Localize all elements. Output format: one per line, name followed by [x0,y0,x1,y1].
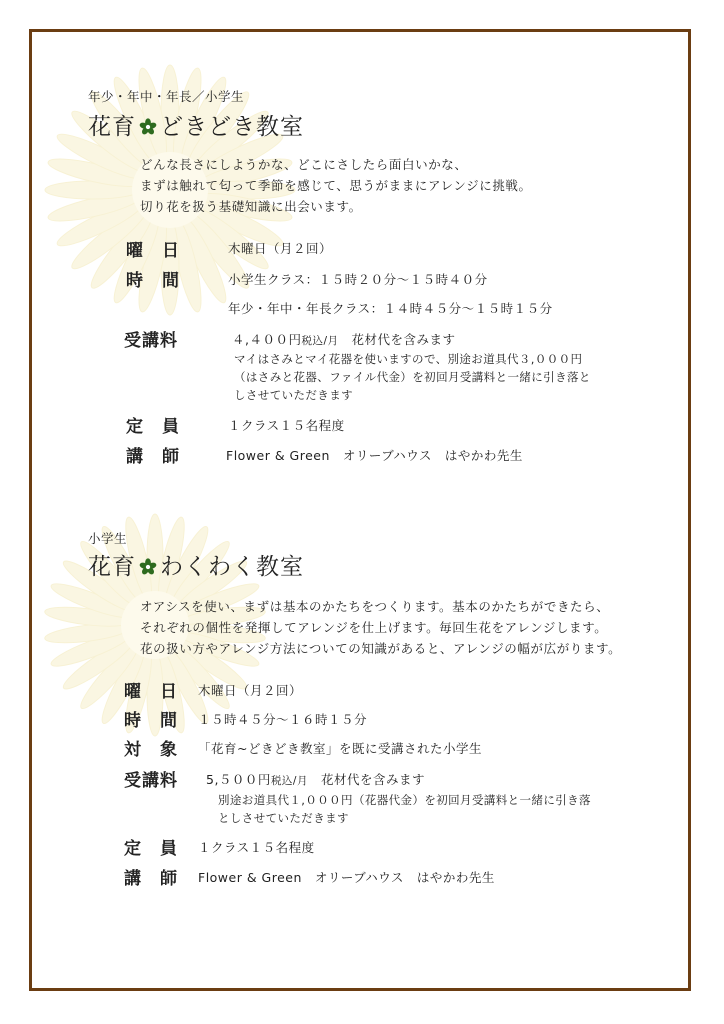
fee-note: 花材代を含みます [351,332,456,347]
intro-line: 花の扱い方やアレンジ方法についての知識があると、アレンジの幅が広がります。 [140,641,622,656]
capacity-label: 定 員 [126,417,180,437]
time-value: １５時４５分～１６時１５分 [198,712,368,727]
title-main: どきどき教室 [160,114,304,140]
fee-value [206,770,425,788]
target-value: 「花育~どきどき教室」を既に受講された小学生 [198,741,482,756]
capacity-value: １クラス１５名程度 [228,418,345,433]
time-value-secondary: 年少・年中・年長クラス：１４時４５分～１５時１５分 [228,301,553,316]
intro-line: どんな長さにしようかな、どこにさしたら面白いかな、 [140,157,468,172]
fee-note: 花材代を含みます [321,772,426,787]
teacher-label: 講 師 [126,447,180,467]
teacher-value: Flower & Green オリーブハウス はやかわ先生 [198,870,495,885]
title-main: わくわく教室 [160,554,304,580]
day-value: 木曜日（月２回） [228,241,333,256]
section-title [88,108,304,142]
fee-detail-line: 別途お道具代１,０００円（花器代金）を初回月受講料と一緒に引き落 [218,793,591,807]
capacity-value: １クラス１５名程度 [198,840,315,855]
fee-detail-line: （はさみと花器、ファイル代金）を初回月受講料と一緒に引き落と [234,370,591,384]
time-label: 時 間 [124,711,178,731]
teacher-label: 講 師 [124,869,178,889]
fee-detail-line: としさせていただきます [218,811,349,825]
fee-unit: 税込/月 [301,335,339,347]
day-label: 曜 日 [124,682,178,702]
grade-label: 年少・年中・年長／小学生 [88,89,245,104]
fee-price: ４,４００円 [232,332,302,347]
intro-line: オアシスを使い、まずは基本のかたちをつくります。基本のかたちができたら、 [140,599,610,614]
fee-label: 受講料 [124,331,178,351]
fee-details [234,350,591,404]
intro-text [140,596,621,659]
grade-label: 小学生 [88,531,128,546]
fee-price: 5,５００円 [206,772,271,787]
day-value: 木曜日（月２回） [198,683,303,698]
fee-unit: 税込/月 [270,775,308,787]
fee-details [218,791,591,827]
intro-line: 切り花を扱う基礎知識に出会います。 [140,199,362,214]
intro-text [140,154,532,217]
capacity-label: 定 員 [124,839,178,859]
title-prefix: 花育 [88,554,136,580]
section-title [88,548,304,582]
time-label: 時 間 [126,271,180,291]
fee-detail-line: しさせていただきます [234,388,353,402]
time-value: 小学生クラス：１５時２０分～１５時４０分 [228,272,488,287]
flower-icon [139,116,157,142]
intro-line: まずは触れて匂って季節を感じて、思うがままにアレンジに挑戦。 [140,178,532,193]
day-label: 曜 日 [126,241,180,261]
fee-detail-line: マイはさみとマイ花器を使いますので、別途お道具代３,０００円 [234,352,583,366]
fee-value [232,330,456,348]
flower-icon [139,556,157,582]
fee-label: 受講料 [124,771,178,791]
teacher-value: Flower & Green オリーブハウス はやかわ先生 [226,448,523,463]
title-prefix: 花育 [88,114,136,140]
target-label: 対 象 [124,740,178,760]
intro-line: それぞれの個性を発揮してアレンジを仕上げます。毎回生花をアレンジします。 [140,620,608,635]
